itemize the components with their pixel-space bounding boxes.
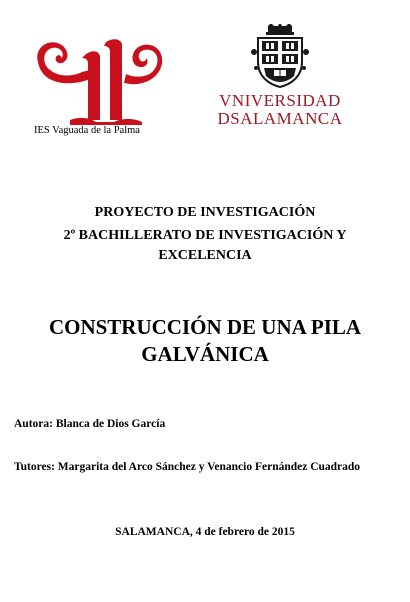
- school-logo: [30, 34, 165, 140]
- document-title-line1: CONSTRUCCIÓN DE UNA PILA: [48, 315, 362, 339]
- university-wordmark-line1: VNIVERSIDAD: [219, 91, 341, 110]
- date-line: SALAMANCA, 4 de febrero de 2015: [115, 526, 295, 538]
- usal-seal-icon: [248, 24, 312, 88]
- university-wordmark: [212, 92, 348, 128]
- project-heading-line2: 2º BACHILLERATO DE INVESTIGACIÓN Y: [63, 228, 347, 243]
- document-title: [0, 314, 410, 368]
- author-line: Autora: Blanca de Dios García: [14, 418, 166, 430]
- project-heading-line1: PROYECTO DE INVESTIGACIÓN: [94, 205, 316, 220]
- university-wordmark-line2: DSALAMANCA: [217, 109, 343, 128]
- tutors-line: Tutores: Margarita del Arco Sánchez y Venancio Fernández Cuadrado: [14, 461, 361, 473]
- university-logo: [212, 22, 348, 134]
- document-title-line2: GALVÁNICA: [141, 342, 269, 366]
- school-logo-caption: IES Vaguada de la Palma: [34, 125, 140, 136]
- ies-vaguada-logo-icon: [30, 34, 165, 126]
- project-heading: [0, 203, 410, 266]
- project-heading-line3: EXCELENCIA: [158, 248, 252, 263]
